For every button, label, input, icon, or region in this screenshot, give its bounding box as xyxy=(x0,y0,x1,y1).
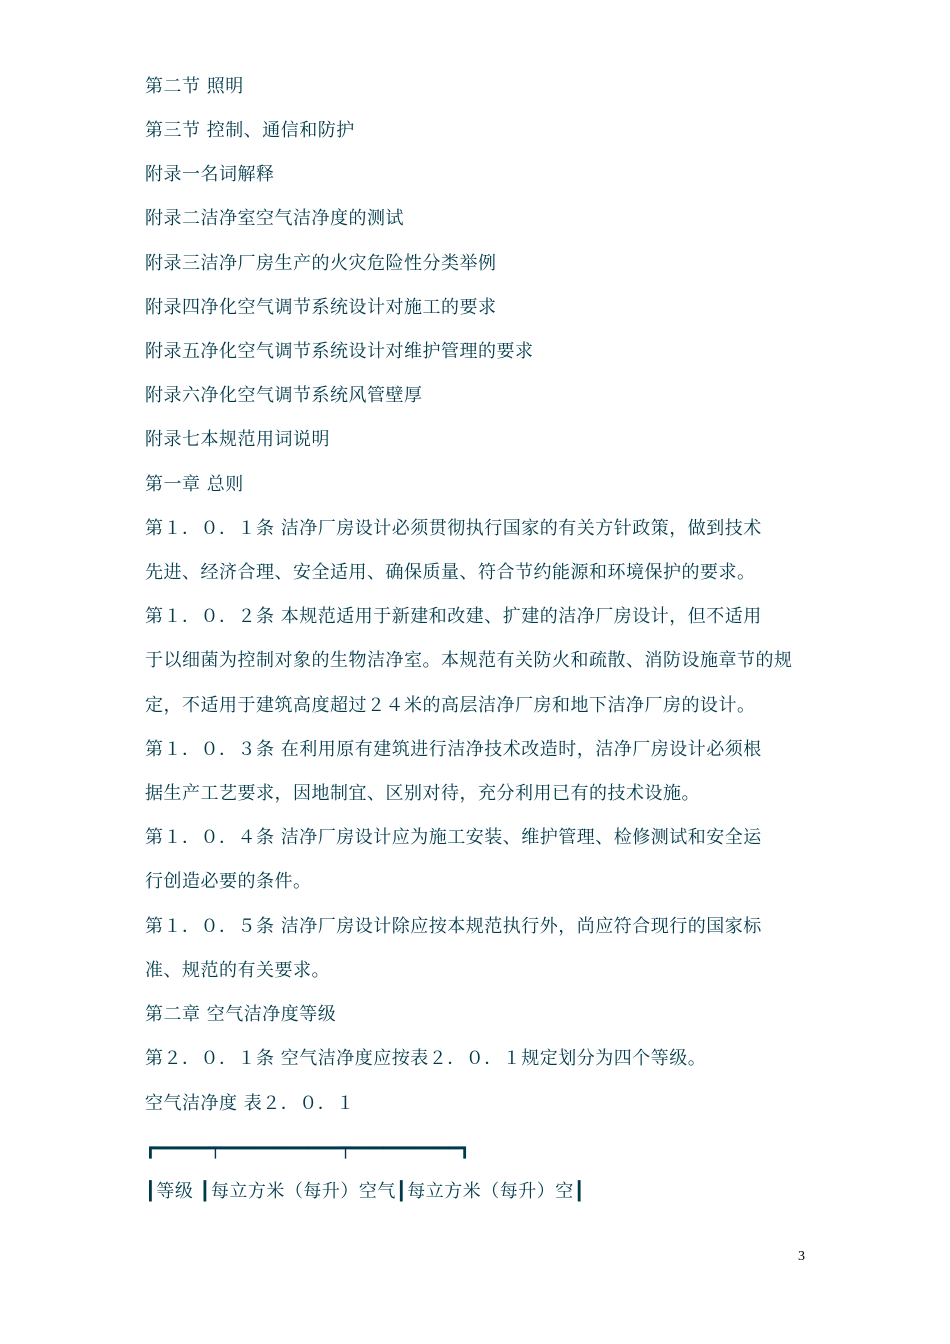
body-line: 第１．０．４条 洁净厂房设计应为施工安装、维护管理、检修测试和安全运 xyxy=(145,827,762,848)
table-caption: 空气洁净度 表２．０．１ xyxy=(145,1093,355,1114)
body-line: 先进、经济合理、安全适用、确保质量、符合节约能源和环境保护的要求。 xyxy=(145,562,756,583)
chapter-heading: 第一章 总则 xyxy=(145,474,244,495)
toc-line: 附录四净化空气调节系统设计对施工的要求 xyxy=(145,297,497,318)
body-line: 第１．０．５条 洁净厂房设计除应按本规范执行外，尚应符合现行的国家标 xyxy=(145,916,762,937)
toc-line: 第三节 控制、通信和防护 xyxy=(145,120,355,141)
body-line: 第１．０．１条 洁净厂房设计必须贯彻执行国家的有关方针政策，做到技术 xyxy=(145,518,762,539)
body-line: 据生产工艺要求，因地制宜、区别对待，充分利用已有的技术设施。 xyxy=(145,783,700,804)
body-line: 准、规范的有关要求。 xyxy=(145,960,330,981)
toc-line: 附录一名词解释 xyxy=(145,164,275,185)
body-line: 于以细菌为控制对象的生物洁净室。本规范有关防火和疏散、消防设施章节的规 xyxy=(145,650,793,671)
toc-line: 附录三洁净厂房生产的火灾危险性分类举例 xyxy=(145,253,497,274)
toc-line: 第二节 照明 xyxy=(145,76,244,97)
table-header-row: ┃等级 ┃每立方米（每升）空气┃每立方米（每升）空┃ xyxy=(145,1181,586,1202)
toc-line: 附录七本规范用词说明 xyxy=(145,429,330,450)
body-line: 第１．０．３条 在利用原有建筑进行洁净技术改造时，洁净厂房设计必须根 xyxy=(145,739,762,760)
toc-line: 附录五净化空气调节系统设计对维护管理的要求 xyxy=(145,341,534,362)
toc-line: 附录二洁净室空气洁净度的测试 xyxy=(145,208,404,229)
table-top-border: ┏━━━━━┯━━━━━━━━━━━┯━━━━━━━━━━┓ xyxy=(145,1138,471,1159)
body-line: 第２．０．１条 空气洁净度应按表２．０．１规定划分为四个等级。 xyxy=(145,1048,707,1069)
chapter-heading: 第二章 空气洁净度等级 xyxy=(145,1004,337,1025)
body-line: 第１．０．２条 本规范适用于新建和改建、扩建的洁净厂房设计，但不适用 xyxy=(145,606,762,627)
body-line: 定，不适用于建筑高度超过２４米的高层洁净厂房和地下洁净厂房的设计。 xyxy=(145,695,756,716)
toc-line: 附录六净化空气调节系统风管壁厚 xyxy=(145,385,423,406)
page-number: 3 xyxy=(798,1249,805,1264)
body-line: 行创造必要的条件。 xyxy=(145,871,312,892)
